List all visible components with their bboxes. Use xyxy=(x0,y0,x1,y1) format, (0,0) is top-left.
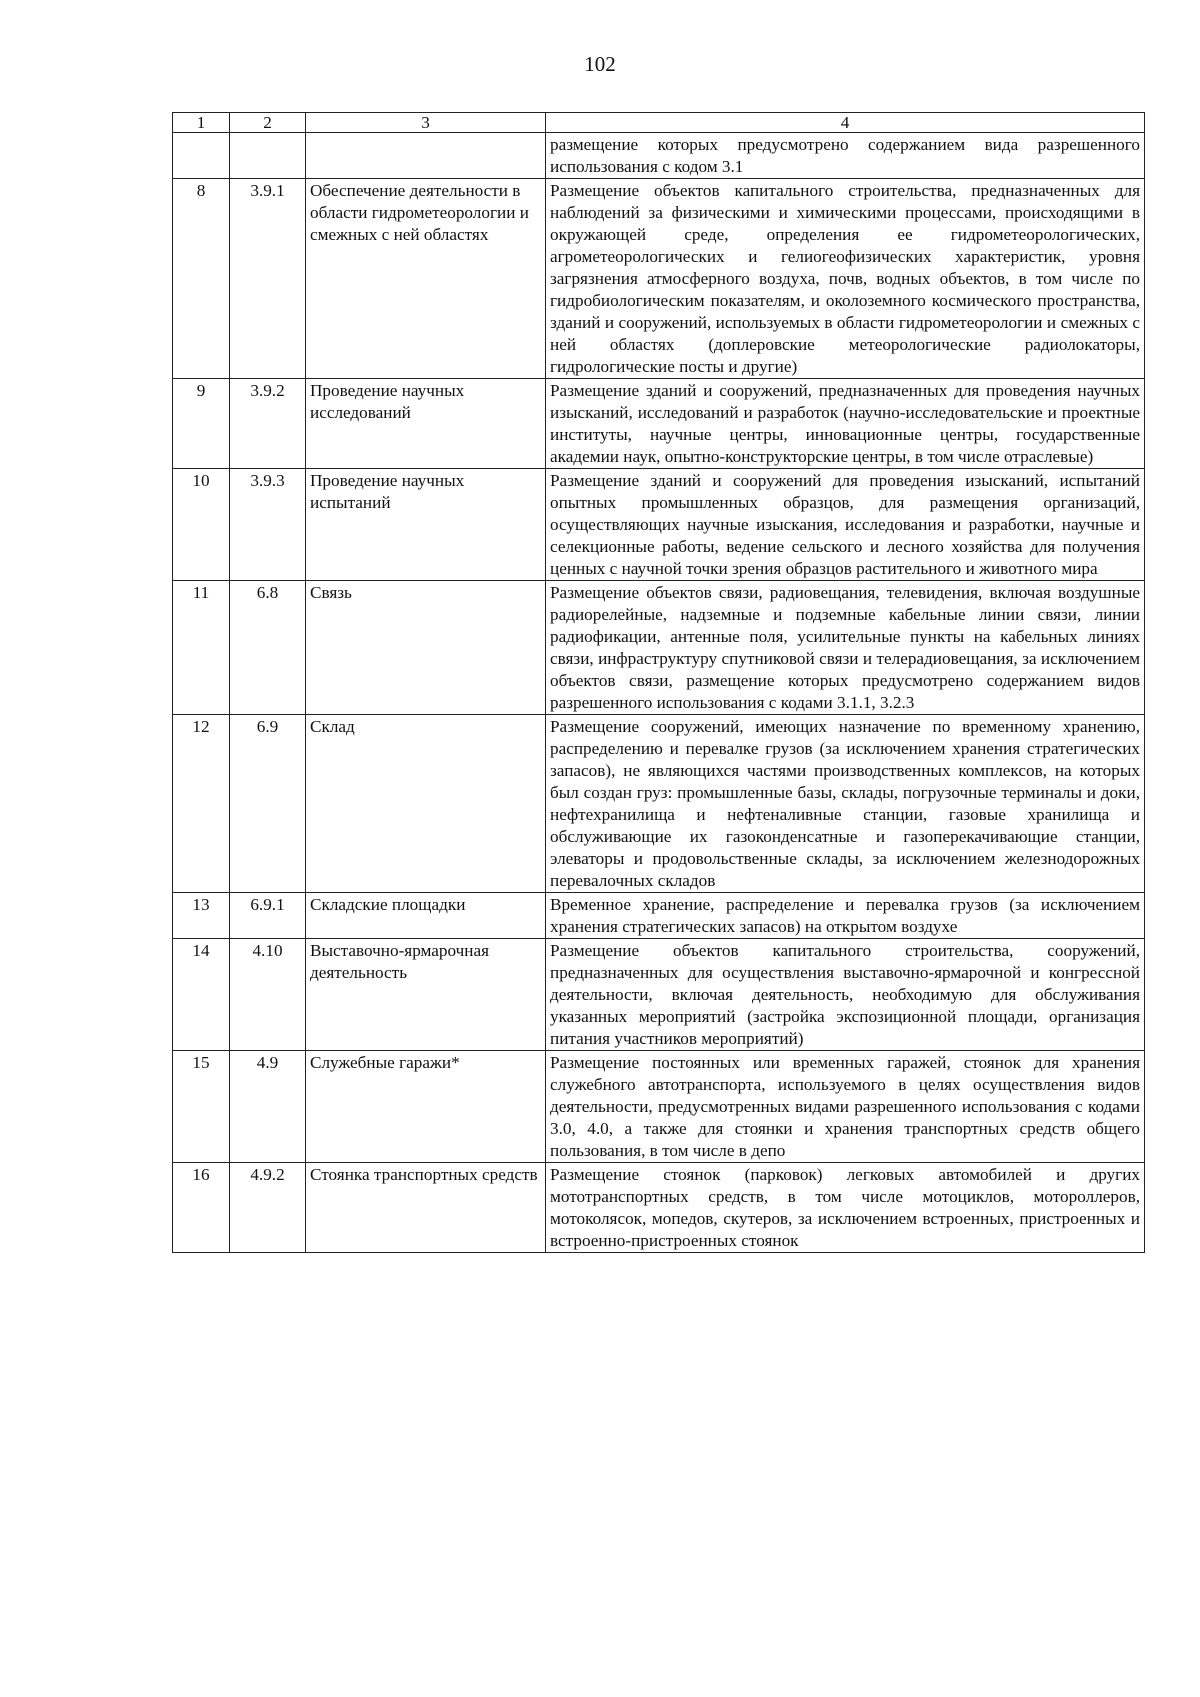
table-row xyxy=(173,581,1145,715)
table-header-row xyxy=(173,113,1145,133)
row-name: Стоянка транспортных средств xyxy=(306,1163,546,1253)
row-number: 16 xyxy=(173,1163,230,1253)
page-number: 102 xyxy=(584,52,616,76)
row-code: 4.10 xyxy=(230,939,306,1051)
table-row xyxy=(173,1051,1145,1163)
table-row xyxy=(173,939,1145,1051)
row-name xyxy=(306,133,546,179)
header-col-3: 3 xyxy=(306,113,546,133)
table-row xyxy=(173,379,1145,469)
row-code: 6.9 xyxy=(230,715,306,893)
row-name: Выставочно-ярмарочная деятельность xyxy=(306,939,546,1051)
row-number: 13 xyxy=(173,893,230,939)
row-code xyxy=(230,133,306,179)
row-code: 3.9.3 xyxy=(230,469,306,581)
row-number: 9 xyxy=(173,379,230,469)
header-col-4: 4 xyxy=(546,113,1145,133)
row-description: Размещение объектов капитального строительства, предназначенных для наблюдений за физическими и химическими процессами, происходящими в окружающей среде, определения ее гидрометеорологических, агрометеорологических и гелиогеофизических характеристик, уровня загрязнения атмосферного воздуха, почв, водных объектов, в том числе по гидробиологическим показателям, и околоземного космического пространства, зданий и сооружений, используемых в области гидрометеорологии и смежных с ней областях (доплеровские метеорологические радиолокаторы, гидрологические посты и другие) xyxy=(546,179,1145,379)
row-number: 14 xyxy=(173,939,230,1051)
row-code: 4.9.2 xyxy=(230,1163,306,1253)
row-description: Размещение объектов связи, радиовещания, телевидения, включая воздушные радиорелейные, надземные и подземные кабельные линии связи, линии радиофикации, антенные поля, усилительные пункты на кабельных линиях связи, инфраструктуру спутниковой связи и телерадиовещания, за исключением объектов связи, размещение которых предусмотрено содержанием видов разрешенного использования с кодами 3.1.1, 3.2.3 xyxy=(546,581,1145,715)
row-number: 11 xyxy=(173,581,230,715)
row-description: Размещение сооружений, имеющих назначение по временному хранению, распределению и перевалке грузов (за исключением хранения стратегических запасов), не являющихся частями производственных комплексов, на которых был создан груз: промышленные базы, склады, погрузочные терминалы и доки, нефтехранилища и нефтеналивные станции, газовые хранилища и обслуживающие их газоконденсатные и газоперекачивающие станции, элеваторы и продовольственные склады, за исключением железнодорожных перевалочных складов xyxy=(546,715,1145,893)
row-number: 8 xyxy=(173,179,230,379)
row-code: 4.9 xyxy=(230,1051,306,1163)
row-number: 15 xyxy=(173,1051,230,1163)
table-row xyxy=(173,179,1145,379)
row-description: Размещение постоянных или временных гаражей, стоянок для хранения служебного автотранспорта, используемого в целях осуществления видов деятельности, предусмотренных видами разрешенного использования с кодами 3.0, 4.0, а также для стоянки и хранения транспортных средств общего пользования, в том числе в депо xyxy=(546,1051,1145,1163)
row-name: Обеспечение деятельности в области гидрометеорологии и смежных с ней областях xyxy=(306,179,546,379)
row-number: 12 xyxy=(173,715,230,893)
row-code: 6.8 xyxy=(230,581,306,715)
header-col-1: 1 xyxy=(173,113,230,133)
row-name: Складские площадки xyxy=(306,893,546,939)
table-row xyxy=(173,893,1145,939)
table-row xyxy=(173,133,1145,179)
row-name: Проведение научных исследований xyxy=(306,379,546,469)
row-description: Размещение зданий и сооружений для проведения изысканий, испытаний опытных промышленных образцов, для размещения организаций, осуществляющих научные изыскания, исследования и разработки, научные и селекционные работы, ведение сельского и лесного хозяйства для получения ценных с научной точки зрения образцов растительного и животного мира xyxy=(546,469,1145,581)
row-number: 10 xyxy=(173,469,230,581)
table-row xyxy=(173,469,1145,581)
table-row xyxy=(173,1163,1145,1253)
table-row xyxy=(173,715,1145,893)
row-description: Размещение зданий и сооружений, предназначенных для проведения научных изысканий, исследований и разработок (научно-исследовательские и проектные институты, научные центры, инновационные центры, государственные академии наук, опытно-конструкторские центры, в том числе отраслевые) xyxy=(546,379,1145,469)
row-number xyxy=(173,133,230,179)
land-use-table xyxy=(172,112,1145,1253)
row-code: 6.9.1 xyxy=(230,893,306,939)
row-description: Временное хранение, распределение и перевалка грузов (за исключением хранения стратегических запасов) на открытом воздухе xyxy=(546,893,1145,939)
row-name: Служебные гаражи* xyxy=(306,1051,546,1163)
row-name: Связь xyxy=(306,581,546,715)
row-description: Размещение объектов капитального строительства, сооружений, предназначенных для осуществления выставочно-ярмарочной и конгрессной деятельности, включая деятельность, необходимую для обслуживания указанных мероприятий (застройка экспозиционной площади, организация питания участников мероприятий) xyxy=(546,939,1145,1051)
header-col-2: 2 xyxy=(230,113,306,133)
row-code: 3.9.2 xyxy=(230,379,306,469)
row-code: 3.9.1 xyxy=(230,179,306,379)
row-name: Склад xyxy=(306,715,546,893)
row-name: Проведение научных испытаний xyxy=(306,469,546,581)
row-description: Размещение стоянок (парковок) легковых автомобилей и других мототранспортных средств, в том числе мотоциклов, мотороллеров, мотоколясок, мопедов, скутеров, за исключением встроенных, пристроенных и встроенно-пристроенных стоянок xyxy=(546,1163,1145,1253)
row-description: размещение которых предусмотрено содержанием вида разрешенного использования с кодом 3.1 xyxy=(546,133,1145,179)
